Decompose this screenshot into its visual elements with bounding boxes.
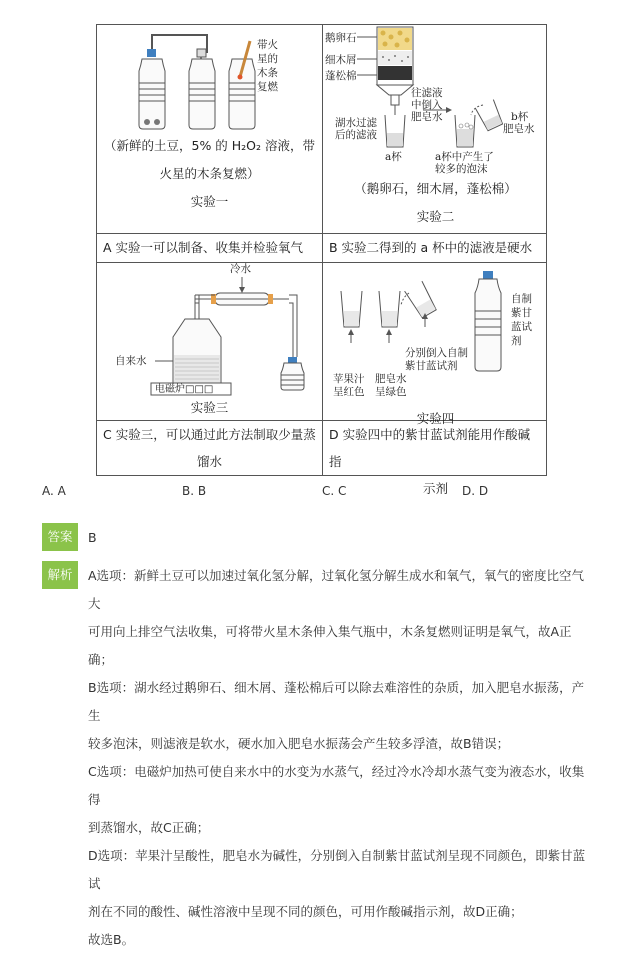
- apple-juice-label-1: 苹果汁: [333, 373, 365, 385]
- reagent-label-2: 紫甘: [511, 307, 532, 319]
- choice-c[interactable]: C. C: [322, 484, 347, 498]
- induction-cooker-label: 电磁炉□□□: [155, 384, 214, 395]
- option-a-text: A 实验一可以制备、收集并检验氧气: [103, 240, 304, 255]
- experiment-3-diagram: [97, 263, 322, 393]
- analysis-line: D选项：苹果汁呈酸性，肥皂水为碱性，分别倒入自制紫甘蓝试剂呈现不同颜色，即紫甘蓝试: [88, 848, 586, 891]
- experiment-3-cell: [97, 263, 322, 420]
- analysis-line: 剂在不同的酸性、碱性溶液中呈现不同的颜色，可用作酸碱指示剂，故D正确；: [88, 904, 523, 919]
- apple-juice-label-2: 呈红色: [333, 386, 365, 398]
- experiment-1-diagram: [97, 25, 322, 135]
- foam-label-2: 较多的泡沫: [435, 163, 488, 175]
- tap-water-label: 自来水: [115, 355, 147, 367]
- cotton-label: 蓬松棉: [325, 70, 357, 82]
- cup-b-label: b杯: [511, 111, 529, 123]
- wood-label: 细木屑: [325, 54, 357, 66]
- analysis-line: B选项：湖水经过鹅卵石、细木屑、蓬松棉后可以除去难溶性的杂质，加入肥皂水振荡，产生: [88, 680, 585, 723]
- experiment-2-cell: [323, 25, 548, 233]
- option-c-text: [97, 421, 322, 477]
- experiment-1-caption-line-1: （新鲜的土豆，5% 的 H₂O₂ 溶液，带: [103, 138, 315, 153]
- splint-label-3: 木条: [257, 67, 278, 79]
- soap-water-label-1: 肥皂水: [375, 373, 407, 385]
- filtrate-label-1: 湖水过滤: [335, 117, 377, 129]
- analysis-line: C选项：电磁炉加热可使自来水中的水变为水蒸气，经过冷水冷却水蒸气变为液态水，收集得: [88, 764, 585, 807]
- soap-water-label-2: 呈绿色: [375, 386, 407, 398]
- experiment-4-title: 实验四: [416, 411, 455, 426]
- experiment-1-title: 实验一: [190, 194, 229, 209]
- choice-b[interactable]: B. B: [182, 484, 207, 498]
- pour-label-3: 肥皂水: [411, 111, 443, 123]
- pebble-label: 鹅卵石: [325, 32, 357, 44]
- foam-label-1: a杯中产生了: [435, 151, 494, 163]
- analysis-tag: 解析: [42, 561, 78, 589]
- option-d-line-2: 示剂: [422, 481, 448, 496]
- option-b-text: B 实验二得到的 a 杯中的滤液是硬水: [329, 240, 533, 255]
- option-d-line-1: D 实验四中的紫甘蓝试剂能用作酸碱指: [329, 427, 531, 469]
- reagent-label-3: 蓝试: [511, 321, 532, 333]
- option-c-line-2: 馏水: [196, 454, 222, 469]
- analysis-line: A选项：新鲜土豆可以加速过氧化氢分解，过氧化氢分解生成水和氧气，氧气的密度比空气大: [88, 568, 585, 611]
- reagent-label-1: 自制: [511, 293, 532, 305]
- answer-value: B: [88, 530, 97, 545]
- experiment-1-cell: [97, 25, 322, 233]
- experiment-3-title: 实验三: [190, 400, 229, 415]
- choice-d[interactable]: D. D: [462, 484, 489, 498]
- pour-label-1: 往滤液: [411, 87, 443, 99]
- experiment-1-caption-line-2: 火星的木条复燃）: [159, 166, 260, 181]
- experiment-2-caption: （鹅卵石，细木屑，蓬松棉）: [354, 181, 517, 196]
- pour-label-2: 中倒入: [411, 99, 443, 111]
- analysis-text: [88, 562, 593, 954]
- reagent-label-4: 剂: [511, 335, 522, 347]
- answer-tag: 答案: [42, 523, 78, 551]
- option-c-line-1: C 实验三，可以通过此方法制取少量蒸: [103, 427, 316, 442]
- splint-label-4: 复燃: [257, 81, 278, 93]
- filtrate-label-2: 后的滤液: [335, 129, 377, 141]
- experiment-2-title: 实验二: [416, 209, 455, 224]
- cup-b-soap-label: 肥皂水: [503, 123, 535, 135]
- cold-water-label: 冷水: [230, 263, 251, 275]
- splint-label-2: 星的: [257, 53, 278, 65]
- analysis-line: 到蒸馏水，故C正确；: [88, 820, 210, 835]
- splint-label-1: 带火: [257, 39, 278, 51]
- pour-reagent-label-2: 紫甘蓝试剂: [405, 360, 458, 372]
- experiment-4-cell: [323, 263, 548, 426]
- analysis-line: 故选B。: [88, 932, 135, 947]
- cup-a-label: a杯: [385, 151, 402, 163]
- analysis-line: 较多泡沫，则滤液是软水，硬水加入肥皂水振荡会产生较多浮渣，故B错误；: [88, 736, 510, 751]
- pour-reagent-label-1: 分别倒入自制: [405, 347, 468, 359]
- choice-a[interactable]: A. A: [42, 484, 66, 498]
- analysis-line: 可用向上排空气法收集，可将带火星木条伸入集气瓶中，木条复燃则证明是氧气，故A正确；: [88, 624, 572, 667]
